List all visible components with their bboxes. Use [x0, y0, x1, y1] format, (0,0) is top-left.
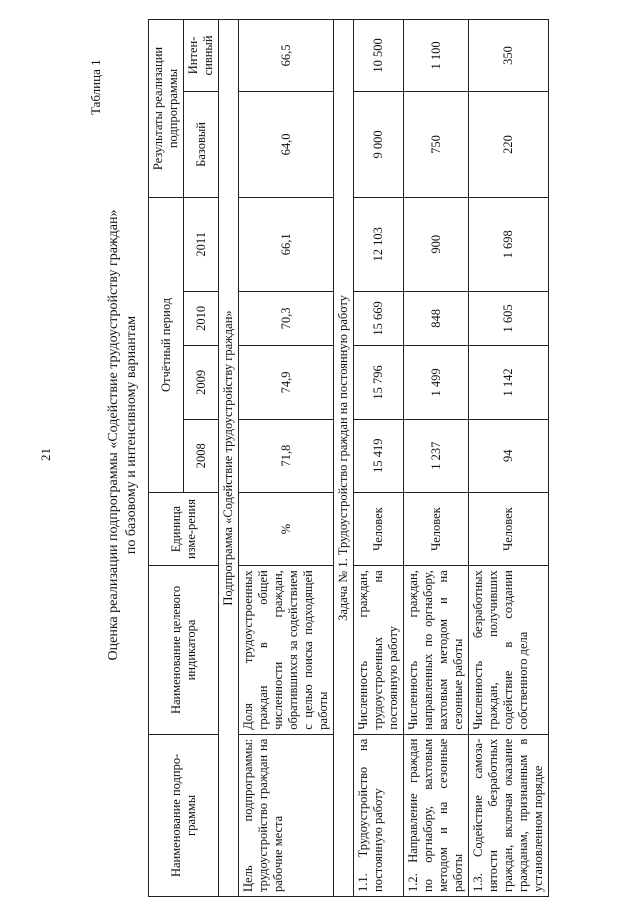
- cell-intensive: 10 500: [354, 20, 404, 92]
- header-2011: 2011: [184, 197, 219, 291]
- table-row: [469, 20, 549, 897]
- cell-2009: 1 142: [469, 346, 549, 419]
- header-indicator: Наименование целевого индикатора: [149, 566, 219, 735]
- page-number: 21: [38, 448, 53, 461]
- section-row: [219, 20, 239, 897]
- section-program: Подпрограмма «Содействие трудоустройству граждан»: [219, 20, 239, 897]
- cell-2008: 94: [469, 419, 549, 492]
- cell-2011: 1 698: [469, 197, 549, 291]
- cell-2011: 900: [404, 197, 469, 291]
- header-2008: 2008: [184, 419, 219, 492]
- cell-2008: 15 419: [354, 419, 404, 492]
- cell-indicator: Доля трудоустроенных граждан в общей численности граждан, обратившихся за содействием с целью поиска подходящей работы: [239, 566, 334, 735]
- cell-unit: Человек: [469, 492, 549, 565]
- header-2010: 2010: [184, 291, 219, 346]
- cell-2009: 74,9: [239, 346, 334, 419]
- header-base: Базовый: [184, 91, 219, 197]
- cell-2008: 1 237: [404, 419, 469, 492]
- table-title-line1: Оценка реализации подпрограммы «Содействие трудоустройству граждан»: [106, 209, 121, 661]
- cell-base: 64,0: [239, 91, 334, 197]
- header-row-1: [149, 20, 184, 897]
- cell-base: 750: [404, 91, 469, 197]
- cell-2011: 66,1: [239, 197, 334, 291]
- cell-indicator: Численность граждан, направленных по оргнабору, вахтовым методом и на сезонные работы: [404, 566, 469, 735]
- cell-program: 1.2. Направление граждан по оргнабору, вахтовым методом и на сезонные работы: [404, 734, 469, 896]
- table-row: [239, 20, 334, 897]
- header-intensive: Интен-сивный: [184, 20, 219, 92]
- cell-2010: 1 605: [469, 291, 549, 346]
- section-row: [334, 20, 354, 897]
- table-label: Таблица 1: [88, 59, 103, 115]
- table-row: [354, 20, 404, 897]
- header-unit: Единица изме-рения: [149, 492, 219, 565]
- header-2009: 2009: [184, 346, 219, 419]
- cell-indicator: Численность безработных граждан, получивших содействие в создании собственного дела: [469, 566, 549, 735]
- cell-unit: %: [239, 492, 334, 565]
- cell-2009: 15 796: [354, 346, 404, 419]
- cell-2008: 71,8: [239, 419, 334, 492]
- cell-program: Цель подпрограммы: трудоустройство граждан на рабочие места: [239, 734, 334, 896]
- section-task: Задача № 1. Трудоустройство граждан на постоянную работу: [334, 20, 354, 897]
- cell-2011: 12 103: [354, 197, 404, 291]
- cell-program: 1.3. Содействие самоза-нятости безработных граждан, включая оказание гражданам, признанным в установленном порядке: [469, 734, 549, 896]
- cell-intensive: 1 100: [404, 20, 469, 92]
- header-results: Результаты реализации подпрограммы: [149, 20, 184, 198]
- cell-indicator: Численность граждан, трудоустроенных на постоянную работу: [354, 566, 404, 735]
- table-row: [404, 20, 469, 897]
- cell-2010: 848: [404, 291, 469, 346]
- header-program: Наименование подпро-граммы: [149, 734, 219, 896]
- results-table: [148, 19, 549, 897]
- cell-intensive: 350: [469, 20, 549, 92]
- cell-2010: 70,3: [239, 291, 334, 346]
- cell-2009: 1 499: [404, 346, 469, 419]
- cell-intensive: 66,5: [239, 20, 334, 92]
- cell-program: 1.1. Трудоустройство на постоянную работу: [354, 734, 404, 896]
- cell-2010: 15 669: [354, 291, 404, 346]
- cell-unit: Человек: [404, 492, 469, 565]
- table-title-line2: по базовому и интенсивному вариантам: [124, 315, 139, 555]
- cell-base: 9 000: [354, 91, 404, 197]
- header-period: Отчётный период: [149, 197, 184, 492]
- cell-unit: Человек: [354, 492, 404, 565]
- cell-base: 220: [469, 91, 549, 197]
